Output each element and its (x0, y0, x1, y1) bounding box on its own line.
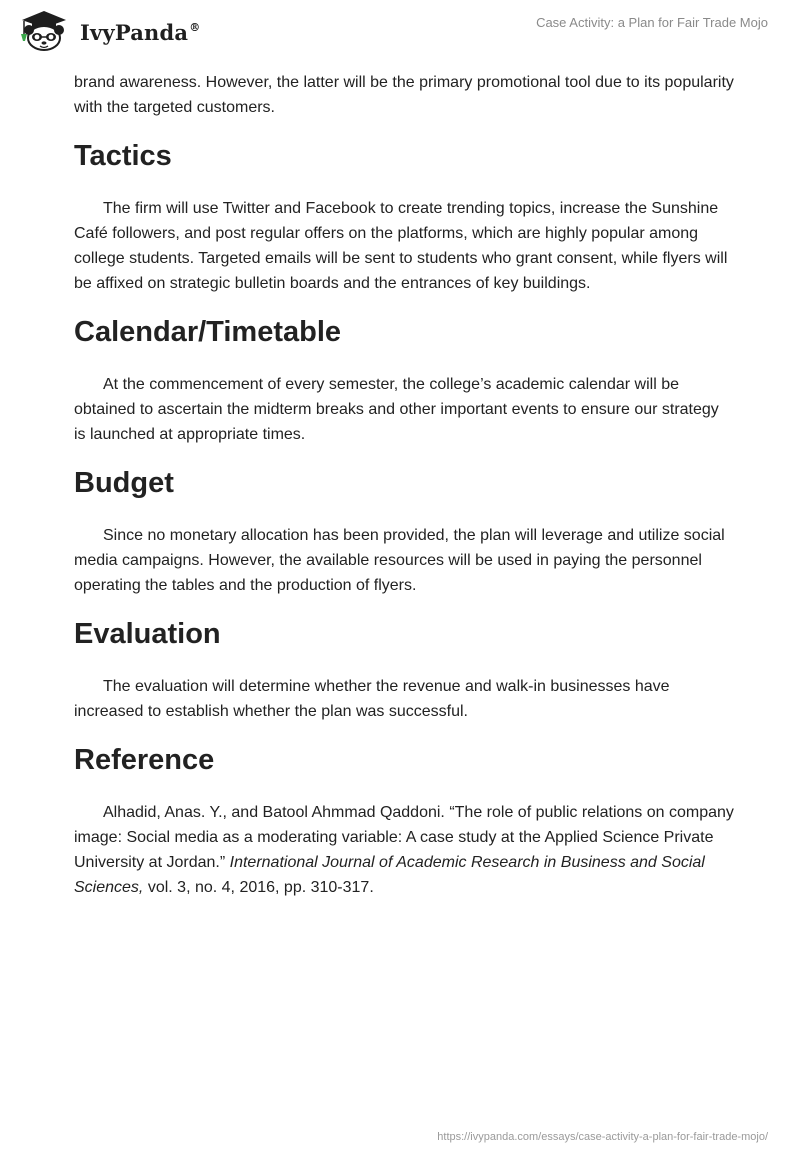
source-url[interactable]: https://ivypanda.com/essays/case-activity-a-plan-for-fair-trade-mojo/ (437, 1131, 768, 1143)
citation-authors-title: Alhadid, Anas. Y., and Batool Ahmmad Qaddoni. “The role of public relations on company image: Social media as a moderating variable: A case study at the Applied Science Private University at Jordan.” (74, 804, 734, 871)
section-paragraph: The firm will use Twitter and Facebook to create trending topics, increase the Sunshine Café followers, and post regular offers on the platforms, which are highly popular among college students. Targeted emails will be sent to students who grant consent, while flyers will be affixed on strategic bulletin boards and the entrances of key buildings. (74, 200, 728, 292)
brand-name: IvyPanda® (80, 19, 201, 45)
section-heading: Reference (74, 744, 215, 776)
page-header (0, 0, 800, 70)
section-paragraph: Since no monetary allocation has been provided, the plan will leverage and utilize social media campaigns. However, the available resources will be used in paying the personnel operating the tables and the production of flyers. (74, 527, 725, 594)
registered-mark: ® (189, 20, 201, 34)
section-paragraph: At the commencement of every semester, the college’s academic calendar will be obtained to ascertain the midterm breaks and other important events to ensure our strategy is launched at appropriate times. (74, 376, 719, 443)
citation-details: vol. 3, no. 4, 2016, pp. 310-317. (147, 879, 374, 896)
panda-graduate-icon (14, 8, 74, 52)
section-tactics (74, 136, 734, 296)
document-title: Case Activity: a Plan for Fair Trade Mojo (536, 15, 768, 30)
section-heading: Evaluation (74, 618, 221, 650)
ivypanda-logo[interactable] (14, 8, 200, 52)
section-reference (74, 740, 734, 900)
section-calendar-timetable (74, 312, 734, 447)
section-budget (74, 463, 734, 598)
reference-citation (74, 800, 734, 900)
section-heading: Calendar/Timetable (74, 316, 342, 348)
section-heading: Tactics (74, 140, 172, 172)
section-paragraph: The evaluation will determine whether the revenue and walk-in businesses have increased to establish whether the plan was successful. (74, 678, 670, 720)
intro-paragraph: brand awareness. However, the latter will be the primary promotional tool due to its popularity with the targeted customers. (74, 74, 734, 116)
section-heading: Budget (74, 467, 174, 499)
section-evaluation (74, 614, 734, 724)
citation-journal: International Journal of Academic Research in Business and Social Sciences, (74, 854, 705, 896)
document-body (74, 70, 734, 900)
